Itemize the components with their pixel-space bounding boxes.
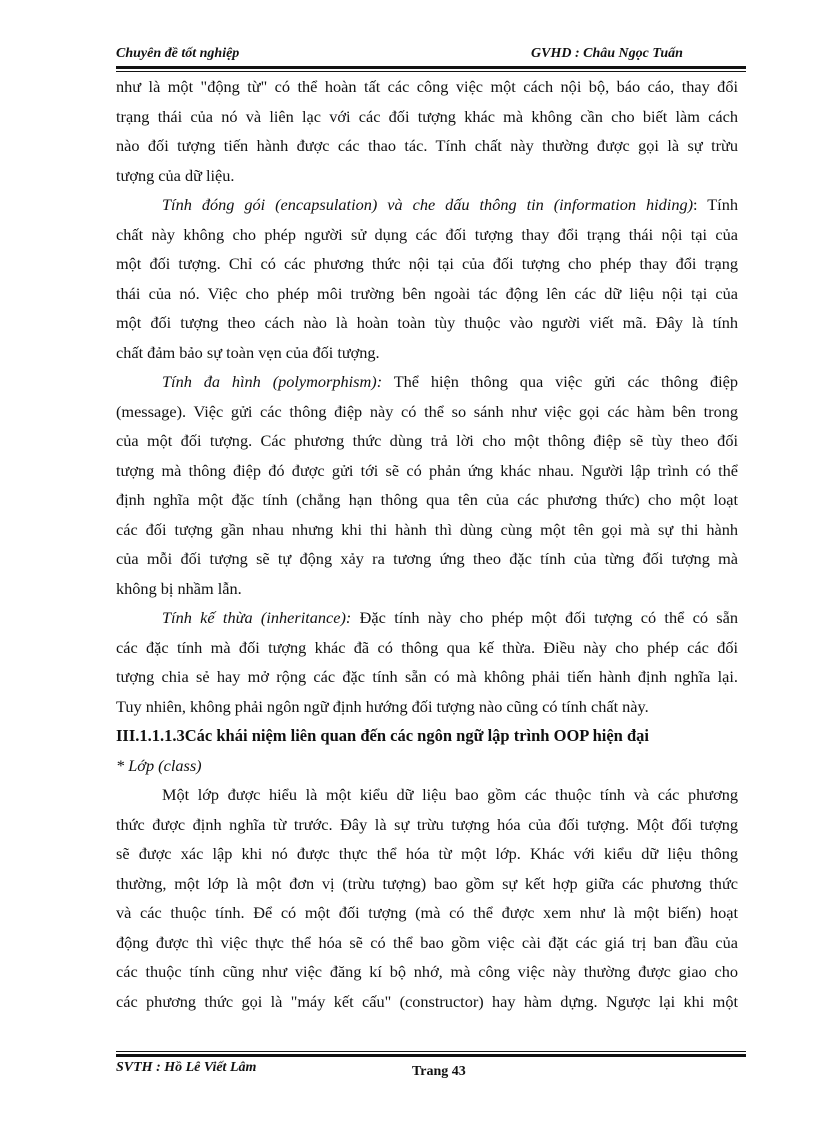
text-line: các phương thức gọi là "máy kết cấu" (constructor) hay hàm dựng. Ngược lại khi một <box>116 991 738 1011</box>
term-inheritance: Tính kế thừa (inheritance): <box>162 608 352 627</box>
paragraph-inheritance-first-line <box>116 603 738 633</box>
document-body <box>116 72 738 1016</box>
text-line: chất này không cho phép người sử dụng các đối tượng thay đổi trạng thái nội tại của <box>116 224 738 244</box>
text-line: thái của nó. Việc cho phép môi trường bên ngoài tác động lên các dữ liệu nội tại của <box>116 283 738 303</box>
text-line: của một đối tượng. Các phương thức dùng trả lời cho một thông điệp sẽ tùy theo đối <box>116 431 738 450</box>
text-line: như là một "động từ" có thể hoàn tất các công việc một cách nội bộ, báo cáo, thay đổi <box>116 77 738 96</box>
text-line: Tuy nhiên, không phải ngôn ngữ định hướng đối tượng nào cũng có tính chất này. <box>116 696 649 716</box>
text-line: trạng thái của nó và liên lạc với các đối tượng khác mà không cần cho biết làm cách <box>116 106 738 126</box>
term-encapsulation: Tính đóng gói (encapsulation) và che dấu thông tin (information hiding) <box>162 195 694 214</box>
text-span: Thể hiện thông qua việc gửi các thông điệp <box>382 372 738 391</box>
text-span: : Tính <box>693 195 738 214</box>
header-advisor: GVHD : Châu Ngọc Tuấn <box>531 46 683 61</box>
text-line: một đối tượng. Chỉ có các phương thức nội tại của đối tượng cho phép thay đổi trạng <box>116 254 738 273</box>
text-line: động được thì việc thực thể hóa sẽ có thể bao gồm việc cài đặt các giá trị ban đầu của <box>116 932 738 952</box>
text-line: các thuộc tính cũng như việc đăng kí bộ nhớ, mà công việc này thường được giao cho <box>116 962 738 981</box>
paragraph-encapsulation-first-line <box>116 190 738 220</box>
text-line: một đối tượng theo cách nào là hoàn toàn tùy thuộc vào người viết mã. Đây là tính <box>116 313 738 332</box>
text-span: Đặc tính này cho phép một đối tượng có thể có sẵn <box>351 608 738 627</box>
text-line: (message). Việc gửi các thông điệp này có thể so sánh như việc gọi các hàm bên trong <box>116 401 738 421</box>
text-line: các đối tượng gần nhau nhưng khi thi hành thì dùng cùng một tên gọi mà sự thi hành <box>116 519 738 539</box>
text-line: thường, một lớp là một đơn vị (trừu tượng) bao gồm sự kết hợp giữa các phương thức <box>116 873 738 893</box>
text-line: tượng mà thông điệp đó được gửi tới sẽ có phản ứng khác nhau. Người lập trình có thể <box>116 460 738 480</box>
subsection-heading: * Lớp (class) <box>116 755 202 775</box>
text-line: nào đối tượng tiến hành được các thao tác. Tính chất này thường được gọi là sự trừu <box>116 136 738 155</box>
footer-rule-thin <box>116 1051 746 1052</box>
text-line: Một lớp được hiểu là một kiểu dữ liệu bao gồm các thuộc tính và các phương <box>162 785 738 804</box>
text-line: không bị nhầm lẫn. <box>116 578 242 598</box>
text-line: chất đảm bảo sự toàn vẹn của đối tượng. <box>116 342 380 362</box>
paragraph-polymorphism-first-line <box>116 367 738 397</box>
footer-author: SVTH : Hồ Lê Viết Lâm <box>116 1060 257 1075</box>
footer-rule <box>116 1054 746 1057</box>
text-line: tượng của dữ liệu. <box>116 165 235 185</box>
text-line: và các thuộc tính. Để có một đối tượng (mà có thể được xem như là một biến) hoạt <box>116 903 738 922</box>
section-heading: III.1.1.1.3Các khái niệm liên quan đến các ngôn ngữ lập trình OOP hiện đại <box>116 726 649 745</box>
text-line: của mỗi đối tượng sẽ tự động xảy ra tương ứng theo đặc tính của từng đối tượng mà <box>116 549 738 568</box>
text-line: định nghĩa một đặc tính (chẳng hạn thông qua tên của các phương thức) cho một loạt <box>116 490 738 509</box>
term-polymorphism: Tính đa hình (polymorphism): <box>162 372 383 391</box>
page-header <box>116 44 746 66</box>
text-line: sẽ được xác lập khi nó được thực thể hóa từ một lớp. Khác với kiểu dữ liệu thông <box>116 844 738 863</box>
text-line: các đặc tính mà đối tượng khác đã có thông qua kế thừa. Điều này cho phép các đối <box>116 637 738 657</box>
page-number: Trang 43 <box>412 1064 466 1079</box>
header-topic: Chuyên đề tốt nghiệp <box>116 46 240 61</box>
header-rule <box>116 66 746 69</box>
text-line: thức được định nghĩa từ trước. Đây là sự trừu tượng hóa của đối tượng. Một đối tượng <box>116 814 738 834</box>
text-line: tượng chia sẻ hay mở rộng các đặc tính sẵn có mà không phải tiến hành định nghĩa lại. <box>116 667 738 686</box>
